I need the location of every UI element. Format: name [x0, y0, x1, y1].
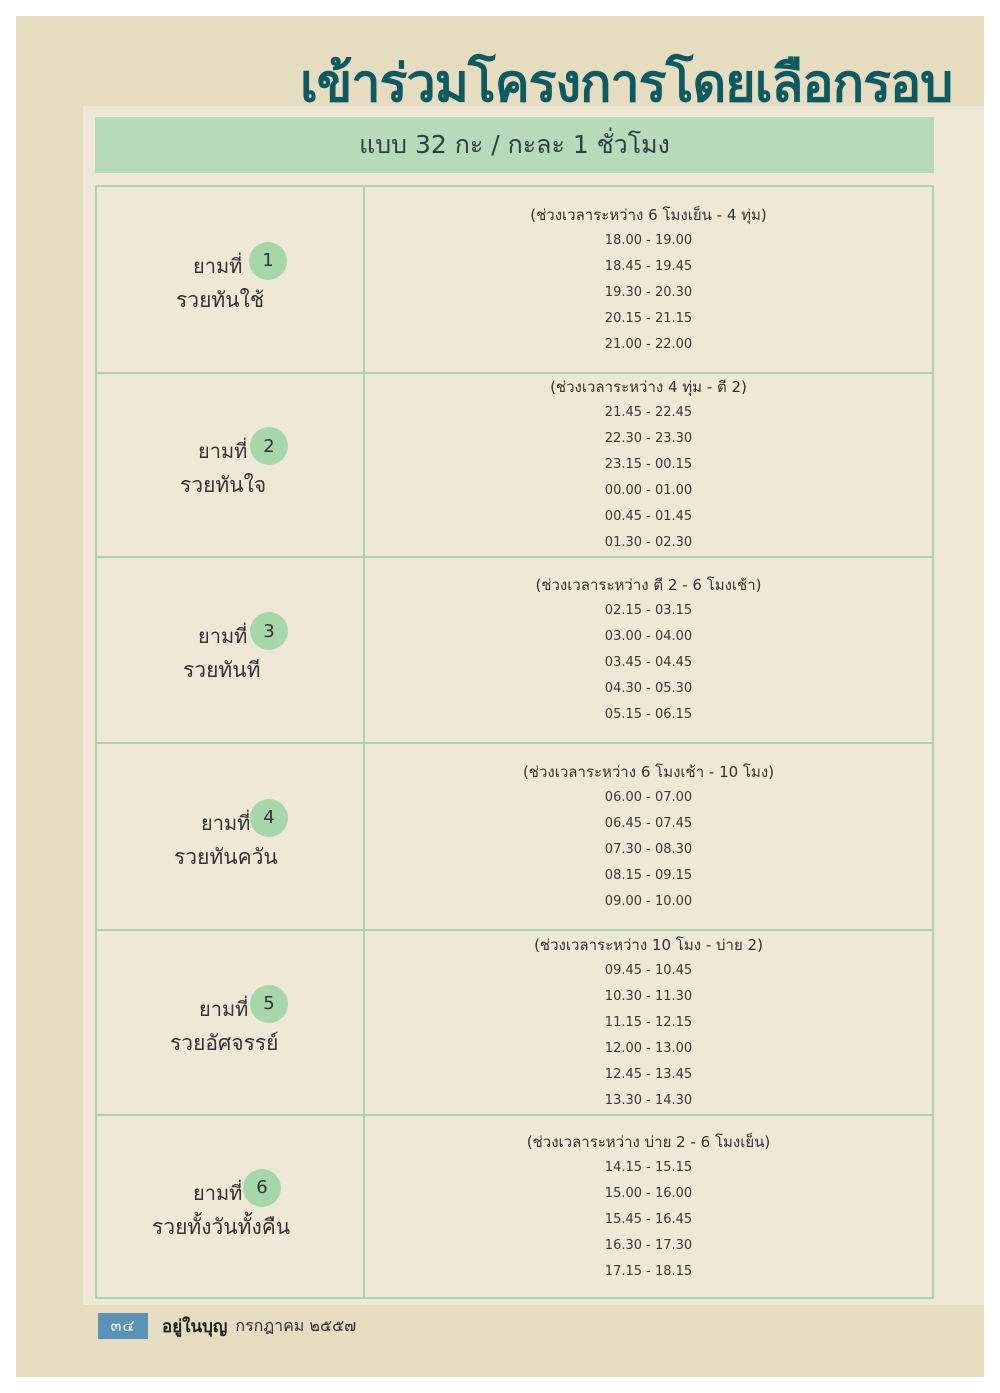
- time-slot: 12.00 - 13.00: [604, 1040, 693, 1056]
- time-slots-cell: [364, 186, 933, 373]
- shift-name: รวยทั้งวันทั้งคืน: [152, 1214, 291, 1239]
- subtitle-bar: [95, 117, 934, 173]
- shift-number-badge: 6: [243, 1169, 281, 1207]
- shift-number-badge: 5: [250, 985, 288, 1023]
- time-slots-cell: [364, 1115, 933, 1298]
- time-slot: 15.00 - 16.00: [604, 1185, 693, 1201]
- shift-schedule-table: [95, 185, 934, 1299]
- time-slot: 20.15 - 21.15: [604, 310, 693, 326]
- time-slot: 03.00 - 04.00: [604, 629, 693, 644]
- shift-number-badge: 1: [249, 242, 287, 280]
- issue-date: กรกฎาคม ๒๕๕๗: [235, 1315, 357, 1335]
- shift-name: รวยทันที: [183, 658, 261, 682]
- shift-name: รวยทันใจ: [180, 473, 267, 497]
- shift-title-cell: [96, 186, 364, 373]
- shift-label: ยามที่: [199, 996, 249, 1021]
- time-slot: 05.15 - 06.15: [604, 707, 693, 722]
- time-slots-cell: [364, 930, 933, 1115]
- time-slot: 23.15 - 00.15: [604, 457, 693, 472]
- shift-title-cell: [96, 1115, 364, 1298]
- time-slot: 08.15 - 09.15: [604, 867, 693, 883]
- time-slot: 21.00 - 22.00: [604, 336, 693, 352]
- time-slot: 00.45 - 01.45: [604, 509, 693, 524]
- shift-label: ยามที่: [198, 439, 248, 463]
- time-range-label: (ช่วงเวลาระหว่าง 10 โมง - บ่าย 2): [534, 935, 763, 954]
- shift-row: [96, 930, 933, 1115]
- time-slot: 17.15 - 18.15: [604, 1263, 693, 1279]
- shift-name: รวยอัศจรรย์: [170, 1030, 279, 1055]
- shift-name: รวยทันควัน: [174, 844, 278, 869]
- time-slot: 10.30 - 11.30: [604, 988, 693, 1004]
- time-slot: 09.00 - 10.00: [604, 893, 693, 909]
- time-slots-cell: [364, 557, 933, 743]
- time-slot: 03.45 - 04.45: [604, 655, 693, 670]
- time-slot: 18.45 - 19.45: [604, 258, 693, 274]
- time-slot: 02.15 - 03.15: [604, 603, 693, 618]
- shift-title-cell: [96, 373, 364, 557]
- time-slot: 01.30 - 02.30: [604, 535, 693, 550]
- page-footer: [98, 1313, 356, 1339]
- time-slot: 16.30 - 17.30: [604, 1237, 693, 1253]
- shift-row: [96, 186, 933, 373]
- page-title: เข้าร่วมโครงการโดยเลือกรอบ: [300, 54, 953, 114]
- shift-label: ยามที่: [201, 810, 251, 835]
- shift-label: ยามที่: [193, 1180, 243, 1205]
- shift-title-cell: [96, 557, 364, 743]
- time-slot: 07.30 - 08.30: [604, 841, 693, 857]
- time-slot: 15.45 - 16.45: [604, 1211, 693, 1227]
- time-range-label: (ช่วงเวลาระหว่าง บ่าย 2 - 6 โมงเย็น): [526, 1132, 771, 1151]
- time-slot: 06.00 - 07.00: [604, 789, 693, 805]
- shift-row: [96, 743, 933, 930]
- time-slot: 18.00 - 19.00: [604, 232, 693, 248]
- time-slot: 09.45 - 10.45: [604, 962, 693, 978]
- time-range-label: (ช่วงเวลาระหว่าง 6 โมงเช้า - 10 โมง): [522, 762, 775, 781]
- time-slot: 04.30 - 05.30: [604, 681, 693, 696]
- subtitle-text: แบบ 32 กะ / กะละ 1 ชั่วโมง: [359, 130, 670, 159]
- time-slot: 13.30 - 14.30: [604, 1092, 693, 1108]
- shift-number-badge: 2: [250, 427, 288, 465]
- time-slot: 14.15 - 15.15: [604, 1159, 693, 1175]
- time-range-label: (ช่วงเวลาระหว่าง 6 โมงเย็น - 4 ทุ่ม): [530, 205, 767, 224]
- time-range-label: (ช่วงเวลาระหว่าง 4 ทุ่ม - ตี 2): [550, 378, 747, 396]
- shift-number-badge: 4: [250, 799, 288, 837]
- page-number: ๓๔: [98, 1313, 148, 1339]
- time-slot: 22.30 - 23.30: [604, 431, 693, 446]
- time-slot: 19.30 - 20.30: [604, 284, 693, 300]
- time-range-label: (ช่วงเวลาระหว่าง ตี 2 - 6 โมงเช้า): [535, 576, 762, 594]
- shift-label: ยามที่: [198, 624, 248, 648]
- shift-name: รวยทันใช้: [176, 287, 265, 312]
- time-slots-cell: [364, 373, 933, 557]
- magazine-name: อยู่ในบุญ: [162, 1316, 228, 1337]
- shift-row: [96, 1115, 933, 1298]
- shift-title-cell: [96, 743, 364, 930]
- time-slot: 00.00 - 01.00: [604, 483, 693, 498]
- shift-title-cell: [96, 930, 364, 1115]
- shift-label: ยามที่: [193, 253, 243, 278]
- time-slot: 06.45 - 07.45: [604, 815, 693, 831]
- time-slot: 11.15 - 12.15: [604, 1014, 693, 1030]
- shift-row: [96, 373, 933, 557]
- shift-row: [96, 557, 933, 743]
- time-slot: 21.45 - 22.45: [604, 405, 693, 420]
- time-slots-cell: [364, 743, 933, 930]
- time-slot: 12.45 - 13.45: [604, 1066, 693, 1082]
- shift-number-badge: 3: [250, 612, 288, 650]
